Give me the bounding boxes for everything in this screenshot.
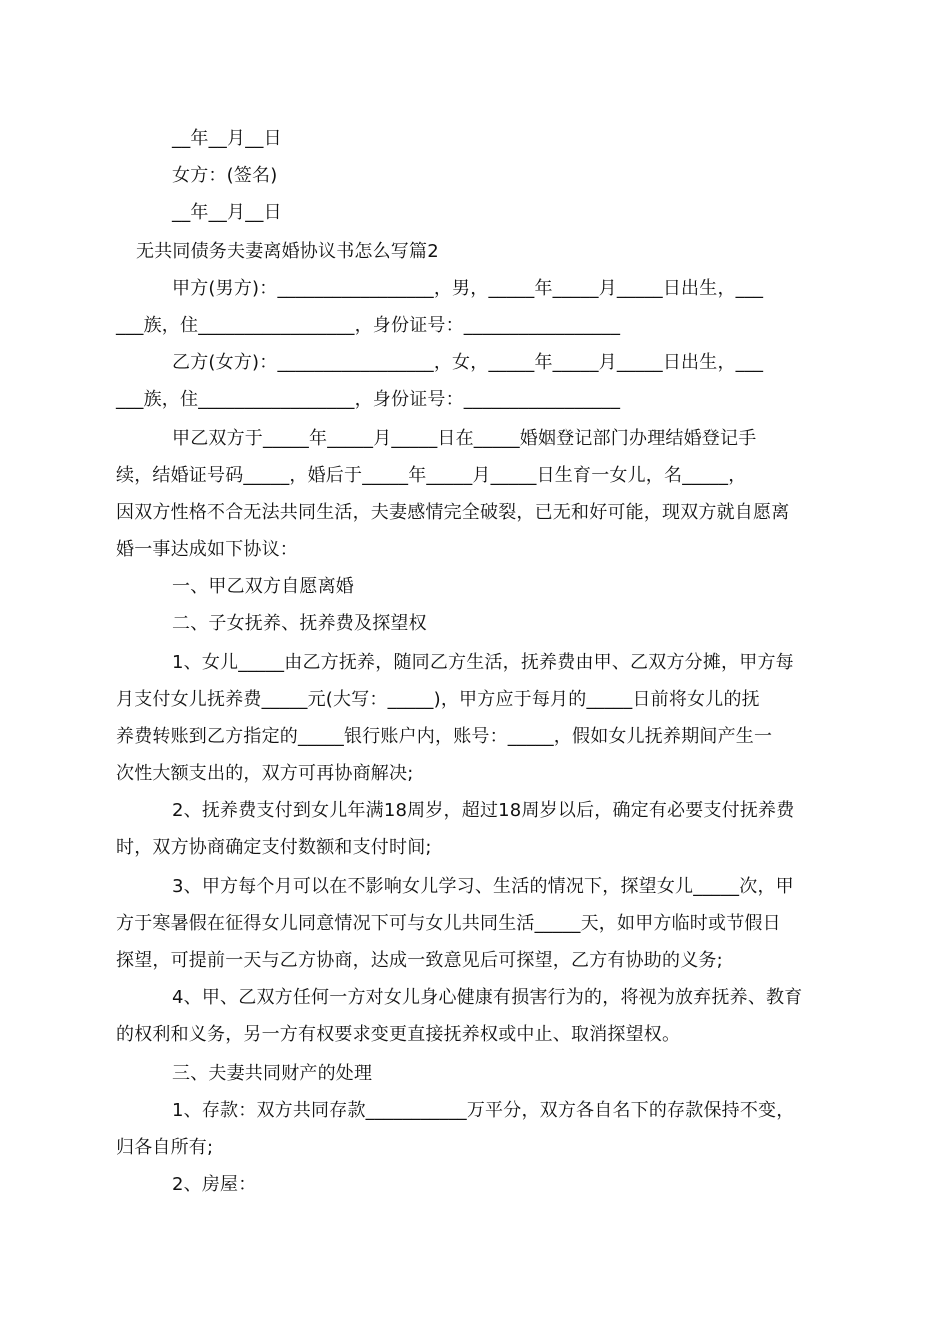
heading-three: 三、夫妻共同财产的处理 — [172, 1063, 373, 1084]
heading-two: 二、子女抚养、抚养费及探望权 — [172, 613, 427, 634]
clause-2-1-line-2: 月支付女儿抚养费_____元(大写：_____)，甲方应于每月的_____日前将女儿的抚 — [116, 689, 760, 710]
clause-3-1-line-1: 1、存款：双方共同存款___________万平分，双方各自名下的存款保持不变， — [172, 1100, 795, 1121]
party-b-line-1: 乙方(女方)：_________________，女，_____年_____月_____日出生，___ — [172, 352, 764, 373]
party-a-line-1: 甲方(男方)：_________________，男，_____年_____月_____日出生，___ — [172, 278, 764, 299]
clause-2-3-line-1: 3、甲方每个月可以在不影响女儿学习、生活的情况下，探望女儿_____次，甲 — [172, 876, 794, 897]
clause-2-4-line-1: 4、甲、乙双方任何一方对女儿身心健康有损害行为的，将视为放弃抚养、教育 — [172, 987, 803, 1008]
paragraph-intro-line-4: 婚一事达成如下协议： — [116, 539, 298, 560]
clause-2-2-line-2: 时，双方协商确定支付数额和支付时间; — [116, 837, 432, 858]
clause-2-1-line-1: 1、女儿_____由乙方抚养，随同乙方生活，抚养费由甲、乙双方分摊，甲方每 — [172, 652, 794, 673]
party-b-line-2: ___族，住_________________，身份证号：_________________ — [116, 389, 621, 410]
clause-3-1-line-2: 归各自所有; — [116, 1137, 214, 1158]
date-line-1: __年__月__日 — [172, 128, 282, 149]
clause-3-2-line-1: 2、房屋： — [172, 1174, 257, 1195]
clause-2-1-line-4: 次性大额支出的，双方可再协商解决; — [116, 763, 414, 784]
paragraph-intro-line-2: 续，结婚证号码_____，婚后于_____年_____月_____日生育一女儿，名_____， — [116, 465, 747, 486]
heading-one: 一、甲乙双方自愿离婚 — [172, 576, 354, 597]
date-line-2: __年__月__日 — [172, 202, 282, 223]
clause-2-4-line-2: 的权利和义务，另一方有权要求变更直接抚养权或中止、取消探望权。 — [116, 1024, 681, 1045]
party-a-line-2: ___族，住_________________，身份证号：_________________ — [116, 315, 621, 336]
clause-2-1-line-3: 养费转账到乙方指定的_____银行账户内，账号：_____，假如女儿抚养期间产生一 — [116, 726, 773, 747]
female-signature-line: 女方：(签名) — [172, 165, 278, 186]
paragraph-intro-line-3: 因双方性格不合无法共同生活，夫妻感情完全破裂，已无和好可能，现双方就自愿离 — [116, 502, 790, 523]
clause-2-3-line-3: 探望，可提前一天与乙方协商，达成一致意见后可探望，乙方有协助的义务; — [116, 950, 723, 971]
clause-2-3-line-2: 方于寒暑假在征得女儿同意情况下可与女儿共同生活_____天，如甲方临时或节假日 — [116, 913, 781, 934]
section-title: 无共同债务夫妻离婚协议书怎么写篇2 — [136, 241, 439, 262]
paragraph-intro-line-1: 甲乙双方于_____年_____月_____日在_____婚姻登记部门办理结婚登记手 — [172, 428, 757, 449]
clause-2-2-line-1: 2、抚养费支付到女儿年满18周岁，超过18周岁以后，确定有必要支付抚养费 — [172, 800, 795, 821]
